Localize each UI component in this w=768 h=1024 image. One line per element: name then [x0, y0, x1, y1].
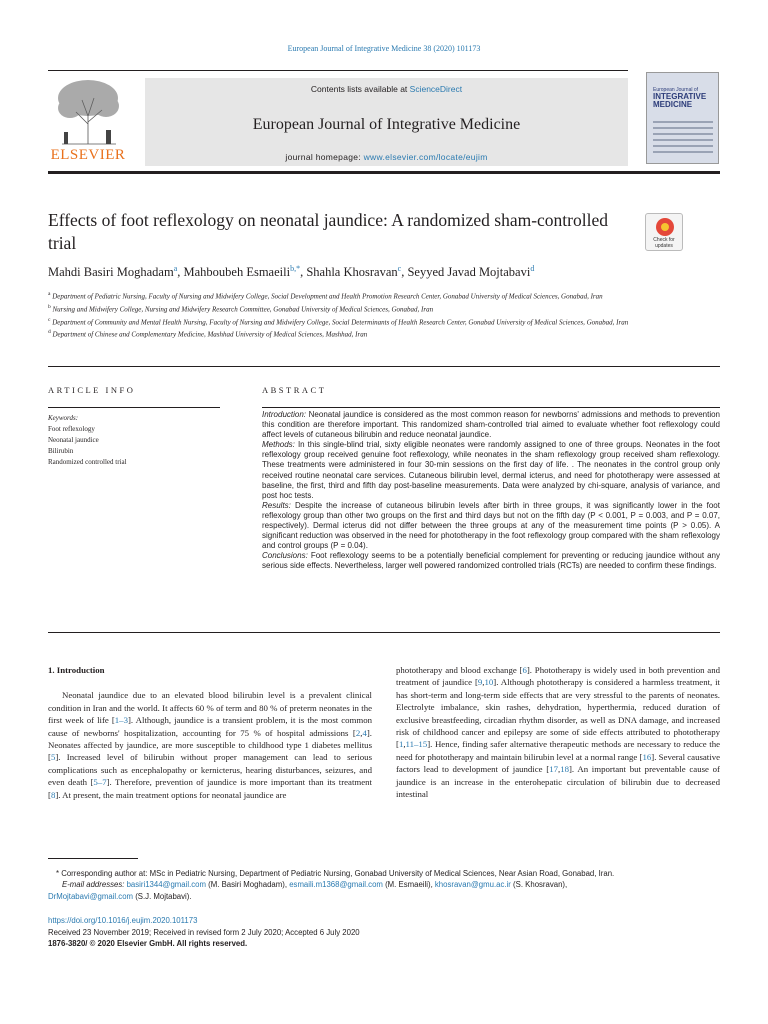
- abstract-section-text: Despite the increase of cutaneous bilirubin levels after birth in three groups, it was significantly lower in the foot reflexology group than other two groups on the first and third days but not on the fifth day (P < 0.001, P = 0.003, and P = 0.07, respectively). Dermal icterus did not differ between the three groups at any of the measurement time points (P > 0.05). A significant reduction was observed in the need for phototherapy in the foot reflexology group compared with the sham reflexology and control groups (P = 0.04).: [262, 500, 720, 551]
- homepage-line: [145, 152, 628, 162]
- paragraph-text: ,: [557, 764, 561, 775]
- citation-link[interactable]: 1–3: [114, 715, 128, 726]
- author-name: Mahboubeh Esmaeili: [183, 265, 291, 280]
- citation-link[interactable]: 8: [50, 789, 56, 800]
- section-heading: 1. Introduction: [48, 665, 105, 675]
- citation-link[interactable]: 5–7: [93, 777, 107, 788]
- author-affiliation-link[interactable]: b,*: [290, 264, 301, 273]
- elsevier-logo[interactable]: [48, 76, 128, 166]
- article-info-rule: [48, 366, 720, 367]
- citation-link[interactable]: 18: [560, 764, 569, 775]
- keywords-label: Keywords:: [48, 414, 79, 422]
- email-link[interactable]: esmaili.m1368@gmail.com: [289, 880, 383, 890]
- footnote-rule: [48, 858, 138, 859]
- email-line: [48, 891, 720, 902]
- affiliation-marker: b: [48, 303, 51, 310]
- paragraph-text: ,: [403, 739, 406, 750]
- citation-link[interactable]: 17: [549, 764, 558, 775]
- abstract-conclusions: [262, 551, 720, 571]
- paragraph-text: ]. Phototherapy is widely used in both prevention and treatment of jaundice [: [396, 665, 720, 688]
- affiliation: [48, 315, 648, 328]
- abstract-section-text: Neonatal jaundice is considered as the most common reason for newborns' admissions and methods to prevention this condition are therefore important. This randomized sham-controlled trial aimed to evaluate whether foot reflexology could affect levels of cutaneous bilirubin and reduce neonatal jaundice.: [262, 410, 721, 440]
- affiliation-text: Department of Community and Mental Health Nursing, Faculty of Nursing and Midwifery College, Social Determinants of Health Research Center, Gonabad University of Medical Sciences, Gonabad, Iran: [52, 317, 629, 326]
- header-rule-bottom: [48, 171, 720, 174]
- citation-link[interactable]: 4: [362, 727, 367, 738]
- abstract-section-text: In this single-blind trial, sixty eligible neonates were randomly assigned to one of three groups. Neonates in the foot reflexology group received genuine foot reflexology, while neonates in the sham reflexology group received sham reflexology. These treatments were administered in four 30-min sessions on the first day of life. . The neonates in the control group only received routine neonatal care services. Cutaneous bilirubin level, dermal icterus, and need for phototherapy were assessed at baseline, the first, third and fifth day post-baseline measurements. Data were analyzed by chi-square, analysis of variance, and post hoc tests.: [262, 440, 720, 500]
- contents-line: [145, 84, 628, 94]
- abstract-section-label: Conclusions:: [262, 551, 308, 561]
- affiliation-marker: a: [48, 291, 51, 297]
- doi-link[interactable]: https://doi.org/10.1016/j.eujim.2020.101173: [48, 916, 198, 925]
- affiliation-text: Department of Pediatric Nursing, Faculty of Nursing and Midwifery College, Social Development and Health Promotion Research Center, Gonabad University of Medical Sciences, Gonabad, Iran: [52, 292, 603, 301]
- citation-link[interactable]: 1: [398, 739, 404, 750]
- paragraph-text: ]. Therefore, prevention of jaundice is more important than its treatment [: [48, 777, 372, 800]
- author-name: Mahdi Basiri Moghadam: [48, 265, 174, 280]
- paragraph-text: Neonatal jaundice due to an elevated blood bilirubin level is a prevalent clinical condition in Iran and the world. It affects 60 % of term and 80 % of preterm neonates in the first week of life [: [48, 690, 372, 726]
- abstract-section-label: Methods:: [262, 440, 295, 450]
- author-separator: ,: [177, 265, 184, 280]
- citation-link[interactable]: 5: [50, 752, 56, 763]
- paragraph-text: ]. Although, jaundice is a transient problem, it is the most common cause of newborns' hospitalization, accounting for 75 % of hospital admissions [: [48, 715, 372, 738]
- journal-cover-thumbnail[interactable]: [646, 72, 719, 164]
- email-owner: (S.J. Mojtabavi).: [133, 891, 192, 901]
- citation-link[interactable]: 2: [355, 727, 361, 738]
- abstract-rule: [262, 407, 720, 408]
- paragraph-text: ]. Although phototherapy is considered a harmless treatment, it has short-term and long-term side effects that are very stressful to the parents of neonates. Electrolyte imbalance, skin rashes, dehydration, hyperthermia, reduced duration of exclusive breastfeeding, circadian rhythm disorder, as well as DNA damage, and increased risk of childhood cancer and epilepsy are some of side effects attributed to phototherapy [: [396, 677, 720, 750]
- cover-decoration: [653, 121, 713, 157]
- journal-title: European Journal of Integrative Medicine: [252, 116, 521, 133]
- affiliation-text: Department of Chinese and Complementary Medicine, Mashhad University of Medical Sciences, Mashhad, Iran: [52, 330, 368, 339]
- keyword: Randomized controlled trial: [48, 458, 127, 466]
- email-label: E-mail addresses:: [62, 880, 125, 890]
- keywords-rule: [48, 407, 220, 408]
- paragraph-text: phototherapy and blood exchange [: [396, 665, 523, 675]
- paragraph-text: ,: [482, 677, 485, 688]
- paragraph-text: ]. Neonates affected by jaundice, are more susceptible to childhood type 1 diabetes mellitus [: [48, 727, 372, 763]
- keyword: Neonatal jaundice: [48, 436, 99, 444]
- introduction-paragraph: [48, 689, 372, 801]
- sciencedirect-link[interactable]: ScienceDirect: [409, 84, 463, 94]
- paragraph-text: ]. Increased level of bilirubin without proper management can lead to serious complications such as encephalopathy or kernicterus, hearing disturbances, seizures, and even death [: [48, 752, 372, 788]
- author-list: [48, 264, 688, 280]
- homepage-prefix: journal homepage:: [285, 152, 364, 162]
- citation-link[interactable]: 11–15: [405, 739, 428, 750]
- affiliation-marker: c: [48, 316, 51, 323]
- affiliation: [48, 302, 648, 315]
- citation-link[interactable]: 16: [642, 751, 652, 762]
- email-line: [48, 879, 720, 890]
- corresponding-note: * Corresponding author at: MSc in Pediatric Nursing, Department of Pediatric Nursing, Gonabad University of Medical Sciences, Near Asian Road, Gonabad, Iran.: [56, 869, 615, 878]
- abstract-introduction: [262, 410, 720, 440]
- cover-title: [653, 87, 706, 109]
- publication-info: [48, 915, 720, 950]
- abstract-section-label: Introduction:: [262, 410, 307, 419]
- citation-link[interactable]: 6: [522, 665, 527, 675]
- header-rule-top: [48, 70, 628, 71]
- email-owner: (M. Esmaeili),: [382, 880, 435, 890]
- introduction-paragraph-continued: [396, 664, 720, 800]
- journal-banner: [145, 78, 628, 166]
- publication-history: Received 23 November 2019; Received in revised form 2 July 2020; Accepted 6 July 2020: [48, 927, 360, 937]
- affiliation-marker: d: [48, 329, 51, 336]
- copyright-notice: 1876-3820/ © 2020 Elsevier GmbH. All rights reserved.: [48, 939, 248, 948]
- abstract-methods: [262, 440, 720, 501]
- journal-homepage-link[interactable]: www.elsevier.com/locate/eujim: [363, 152, 488, 162]
- check-for-updates-label: Check for updates: [653, 237, 675, 249]
- keyword: Foot reflexology: [48, 425, 95, 433]
- author-affiliation-link[interactable]: a: [173, 264, 178, 273]
- author-affiliation-link[interactable]: d: [530, 264, 535, 273]
- contents-prefix: Contents lists available at: [310, 84, 410, 94]
- abstract-heading: ABSTRACT: [262, 385, 327, 395]
- body-rule: [48, 632, 720, 633]
- crossmark-icon: [656, 218, 674, 236]
- abstract-body: [262, 410, 720, 572]
- author-name: Shahla Khosravan: [306, 265, 398, 280]
- corresponding-text: Corresponding author at: MSc in Pediatric Nursing, Department of Pediatric Nursing, Gonabad University of Medical Sciences, Near Asian Road, Gonabad, Iran.: [61, 869, 615, 878]
- affiliations: [48, 289, 648, 340]
- elsevier-tree-icon: [52, 76, 124, 146]
- author-affiliation-link[interactable]: c: [397, 264, 402, 273]
- cover-title-line: MEDICINE: [653, 100, 693, 109]
- cover-title-line: INTEGRATIVE: [653, 92, 707, 101]
- email-link[interactable]: khosravan@gmu.ac.ir: [434, 880, 511, 890]
- citation-link[interactable]: 10: [484, 677, 494, 688]
- citation-link[interactable]: 9: [477, 677, 483, 688]
- email-link[interactable]: DrMojtabavi@gmail.com: [48, 891, 134, 901]
- article-title: Effects of foot reflexology on neonatal jaundice: A randomized sham-controlled trial: [48, 210, 608, 253]
- body-column-right: [396, 664, 720, 800]
- journal-reference[interactable]: European Journal of Integrative Medicine 38 (2020) 101173: [287, 44, 481, 53]
- paragraph-text: ]. Several causative factors lead to development of jaundice [: [396, 751, 721, 775]
- author-name: Seyyed Javad Mojtabavi: [407, 265, 531, 280]
- affiliation: [48, 289, 648, 302]
- check-for-updates-badge[interactable]: [645, 213, 683, 251]
- affiliation: [48, 327, 648, 340]
- elsevier-wordmark: ELSEVIER: [50, 147, 126, 163]
- keywords-block: [48, 413, 220, 468]
- cover-title-line: European Journal of: [653, 87, 699, 93]
- corresponding-author-footnote: [48, 868, 720, 902]
- article-info-heading: ARTICLE INFO: [48, 385, 136, 395]
- abstract-section-text: Foot reflexology seems to be a potentially beneficial complement for preventing or reducing jaundice without any serious side effects. Nevertheless, larger well powered randomized controlled trials (RCTs) are needed to confirm these findings.: [262, 551, 720, 571]
- paragraph-text: ,: [360, 727, 363, 738]
- author-separator: ,: [401, 265, 408, 280]
- email-link[interactable]: basiri1344@gmail.com: [126, 880, 206, 890]
- paragraph-text: ]. An important but preventable cause of jaundice is an increase in the enterohepatic circulation of bilirubin due to decreased intestinal: [396, 764, 720, 800]
- paragraph-text: ]. At present, the main treatment options for neonatal jaundice are: [55, 789, 287, 800]
- affiliation-text: Nursing and Midwifery College, Nursing and Midwifery Research Committee, Gonabad University of Medical Sciences, Gonabad, Iran: [52, 305, 434, 314]
- abstract-section-label: Results:: [262, 500, 291, 510]
- keyword: Bilirubin: [48, 447, 74, 455]
- author-separator: ,: [300, 265, 307, 280]
- body-column-left: [48, 664, 372, 801]
- journal-header: [48, 72, 720, 168]
- paragraph-text: ]. Hence, finding safer alternative therapeutic methods are necessary to reduce the need for phototherapy and maintain bilirubin level at a normal range [: [396, 739, 720, 762]
- email-owner: (M. Basiri Moghadam),: [206, 880, 290, 890]
- email-owner: (S. Khosravan),: [510, 880, 568, 890]
- abstract-results: [262, 501, 720, 551]
